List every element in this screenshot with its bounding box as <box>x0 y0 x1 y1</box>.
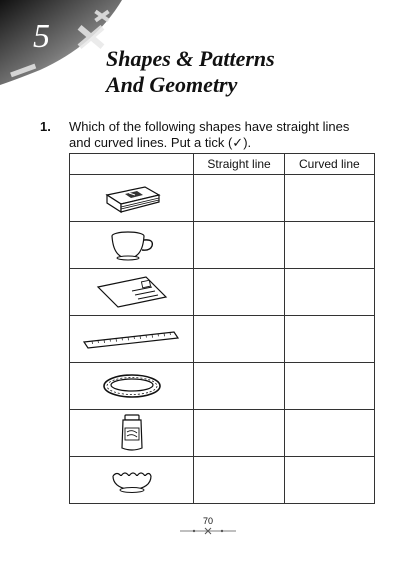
bangle-icon <box>101 371 163 401</box>
matchbox-icon <box>99 181 165 215</box>
bowl-icon <box>105 464 159 496</box>
table-row <box>70 363 375 410</box>
header-image <box>70 154 194 175</box>
question-number: 1. <box>40 119 51 134</box>
question-text: Which of the following shapes have straight lines and curved lines. Put a tick (✓). <box>69 119 350 150</box>
chapter-title-line2: And Geometry <box>106 72 238 97</box>
straight-line-cell[interactable] <box>194 222 284 269</box>
curved-line-cell[interactable] <box>284 410 374 457</box>
ruler-icon <box>82 326 182 352</box>
table-row <box>70 222 375 269</box>
page-footer <box>0 516 416 535</box>
table-row <box>70 457 375 504</box>
curved-line-cell[interactable] <box>284 175 374 222</box>
postcard-icon <box>94 273 170 311</box>
table-row <box>70 175 375 222</box>
straight-line-cell[interactable] <box>194 269 284 316</box>
chapter-title-line1: Shapes & Patterns <box>106 46 275 71</box>
header-straight-line: Straight line <box>194 154 284 175</box>
chapter-title <box>106 46 275 98</box>
teacup-icon <box>104 227 160 263</box>
header-curved-line: Curved line <box>284 154 374 175</box>
curved-line-cell[interactable] <box>284 457 374 504</box>
curved-line-cell[interactable] <box>284 222 374 269</box>
straight-line-cell[interactable] <box>194 363 284 410</box>
chapter-number: 5 <box>33 18 50 55</box>
straight-line-cell[interactable] <box>194 410 284 457</box>
curved-line-cell[interactable] <box>284 363 374 410</box>
straight-line-cell[interactable] <box>194 175 284 222</box>
answer-table <box>69 153 375 504</box>
table-row <box>70 269 375 316</box>
page-number: 70 <box>202 516 213 526</box>
straight-line-cell[interactable] <box>194 316 284 363</box>
table-row <box>70 410 375 457</box>
table-header-row <box>70 154 375 175</box>
table-row <box>70 316 375 363</box>
footer-ornament-icon <box>178 527 238 535</box>
curved-line-cell[interactable] <box>284 269 374 316</box>
jar-icon <box>117 412 147 454</box>
curved-line-cell[interactable] <box>284 316 374 363</box>
straight-line-cell[interactable] <box>194 457 284 504</box>
